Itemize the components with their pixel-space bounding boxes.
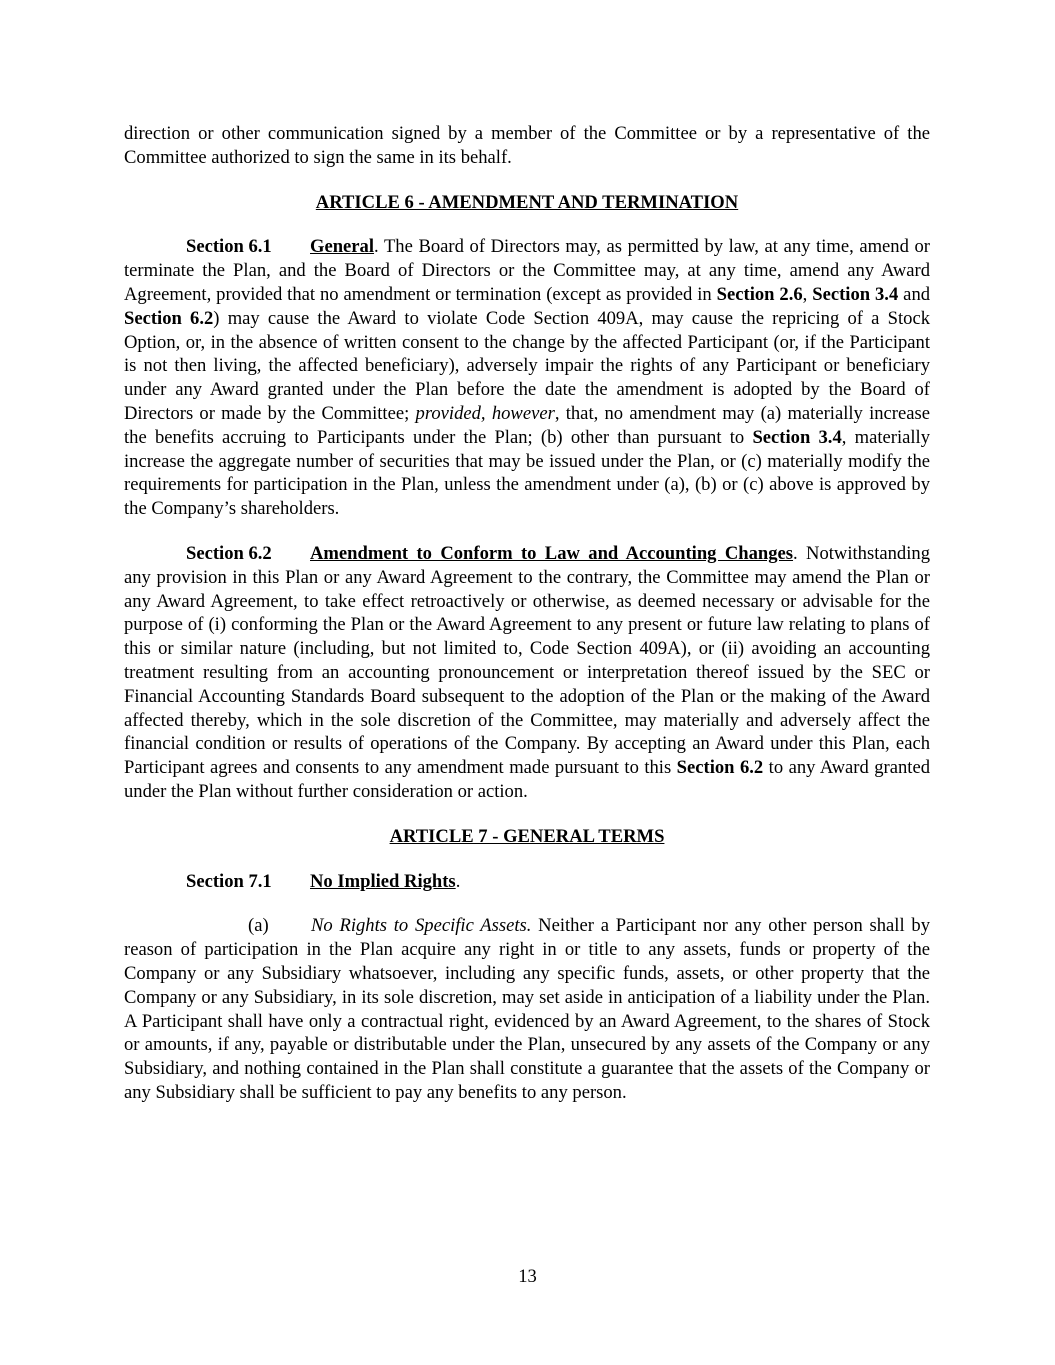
section-text: to any Award granted under the Plan without further consideration or action. — [124, 757, 930, 802]
section-number: Section 6.1 — [186, 236, 272, 258]
section-title: Amendment to Conform to Law and Accounting Changes — [310, 542, 794, 564]
section-text: , — [802, 283, 813, 305]
section-reference: Section 6.2 — [124, 307, 214, 329]
section-title: No Implied Rights — [310, 870, 456, 892]
subsection-label: (a) — [248, 915, 269, 937]
section-title: General — [310, 236, 375, 258]
page-number: 13 — [518, 1266, 537, 1287]
continuation-paragraph: direction or other communication signed by a member of the Committee or by a representative of the Committee authorized to sign the same in its behalf. — [124, 123, 930, 168]
article-7-heading: ARTICLE 7 - GENERAL TERMS — [389, 825, 665, 847]
section-number: Section 6.2 — [186, 542, 272, 564]
section-text: . The Board of Directors may, as permitted by law, at any time, amend or terminate the Plan, and the Board of Directors or the Committee may, at any time, amend any Award Agreement, provided that no amendment or termination (except as provided in — [124, 236, 930, 305]
italic-proviso: provided, however — [415, 402, 555, 424]
section-text: . Notwithstanding any provision in this Plan or any Award Agreement to the contrary, the Committee may amend the Plan or any Award Agreement, to take effect retroactively or otherwise, as deemed necessary or advisable for the purpose of (i) conforming the Plan or the Award Agreement to any present or future law relating to plans of this or similar nature (including, but not limited to, Code Section 409A), or (ii) avoiding an accounting treatment resulting from an accounting pronouncement or interpretation thereof issued by the SEC or Financial Accounting Standards Board subsequent to the adoption of the Plan or the making of the Award affected thereby, which in the sole discretion of the Committee, may materially and adversely affect the financial condition or results of operations of the Company. By accepting an Award under this Plan, each Participant agrees and consents to any amendment made pursuant to this — [124, 542, 930, 779]
section-reference: Section 2.6 — [716, 283, 803, 305]
section-7-1-a-paragraph — [124, 914, 930, 1104]
section-7-1-paragraph — [124, 870, 930, 894]
section-text: , that, no amendment may (a) materially increase the benefits accruing to Participants under the Plan; (b) other than pursuant to — [124, 402, 930, 448]
section-text: Neither a Participant nor any other person shall by reason of participation in the Plan acquire any right in or title to any assets, funds or property of the Company or any Subsidiary whatsoever, including any specific funds, assets, or other property that the Company or any Subsidiary, in its sole discretion, may set aside in anticipation of a liability under the Plan. A Participant shall have only a contractual right, evidenced by an Award Agreement, to the shares of Stock or amounts, if any, payable or distributable under the Plan, unsecured by any assets of the Company or any Subsidiary, and nothing contained in the Plan shall constitute a guarantee that the assets of the Company or any Subsidiary shall be sufficient to pay any benefits to any person. — [124, 915, 930, 1103]
section-6-2-paragraph — [124, 542, 930, 804]
document-page — [124, 122, 930, 1105]
section-number: Section 7.1 — [186, 870, 272, 892]
section-reference: Section 3.4 — [812, 283, 899, 305]
article-6-heading: ARTICLE 6 - AMENDMENT AND TERMINATION — [315, 191, 739, 213]
section-6-1-paragraph — [124, 235, 930, 521]
section-text: . — [455, 870, 461, 892]
section-reference: Section 3.4 — [752, 426, 842, 448]
section-text: , materially increase the aggregate number of securities that may be issued under the Plan, or (c) materially modify the requirements for participation in the Plan, unless the amendment under (a), (b) or (c) above is approved by the Company’s shareholders. — [124, 426, 930, 520]
section-reference: Section 6.2 — [676, 757, 764, 779]
subsection-title: No Rights to Specific Assets. — [311, 915, 532, 937]
section-text: ) may cause the Award to violate Code Section 409A, may cause the repricing of a Stock Option, or, in the absence of written consent to the change by the affected Participant (or, if the Participant is not then living, the affected beneficiary), adversely impair the rights of any Participant or beneficiary under any Award granted under the Plan before the date the amendment is adopted by the Board of Directors or made by the Committee; — [124, 307, 930, 424]
section-text: and — [898, 283, 931, 305]
